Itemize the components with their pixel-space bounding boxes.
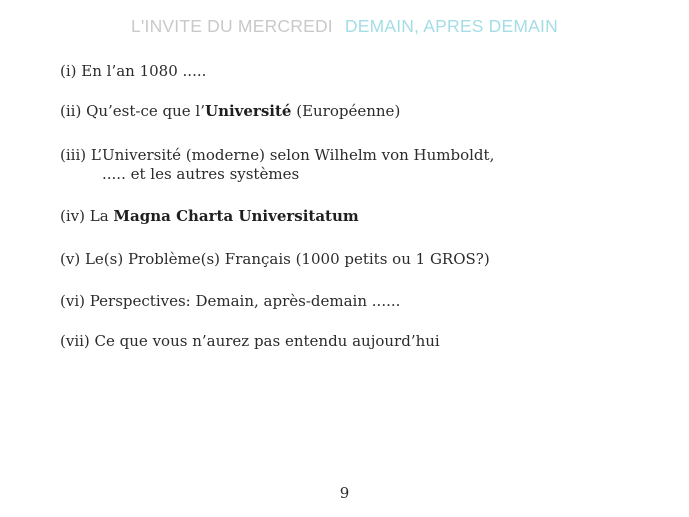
outline-item-iii [60,146,494,184]
outline-item-text: (v) Le(s) Problème(s) Français (1000 petits ou 1 GROS?) [60,250,490,268]
slide-header [0,16,689,37]
outline-item-emphasis: Université [204,102,292,120]
outline-item-text: (i) En l’an 1080 ..... [60,62,207,80]
outline-item-text: (iii) L’Université (moderne) selon Wilhelm von Humboldt, [60,146,495,164]
outline-item-iv [60,207,359,226]
outline-item-text: (iv) La [60,207,114,225]
outline-item-text: (vii) Ce que vous n’aurez pas entendu aujourd’hui [60,332,440,350]
outline-item-text-suffix: (Européenne) [291,102,401,120]
outline-item-ii [60,102,400,121]
outline-item-vii [60,332,440,351]
outline-item-i [60,62,206,81]
outline-item-text: (ii) Qu’est-ce que l’ [60,102,205,120]
outline-item-emphasis: Magna Charta Universitatum [113,207,359,225]
page-number: 9 [339,484,350,502]
outline-item-vi [60,292,400,311]
header-subtitle: DEMAIN, APRES DEMAIN [344,16,558,36]
header-title: L'INVITE DU MERCREDI [131,16,333,36]
outline-item-continuation: ..... et les autres systèmes [102,165,300,183]
outline-item-v [60,250,490,269]
outline-item-text: (vi) Perspectives: Demain, après-demain ...... [60,292,401,310]
